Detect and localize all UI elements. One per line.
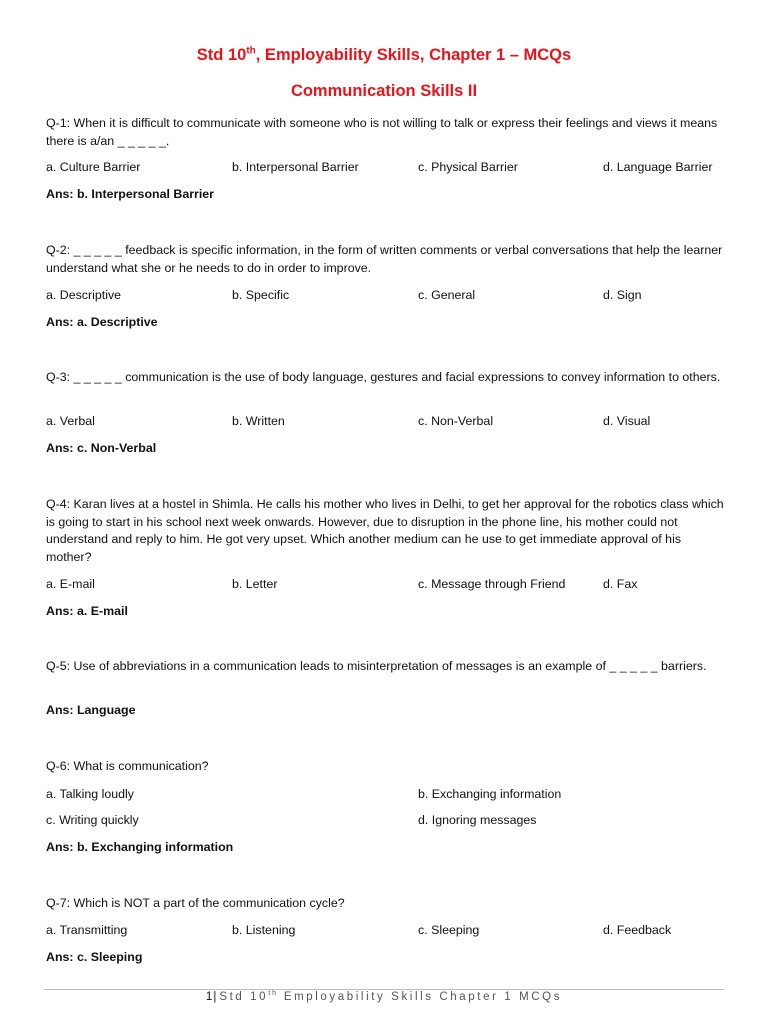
q1-option-a: a. Culture Barrier	[46, 160, 141, 174]
footer-text-superscript: th	[268, 990, 279, 998]
q1-answer: Ans: b. Interpersonal Barrier	[46, 187, 215, 201]
question-5: Q-5: Use of abbreviations in a communication leads to misinterpretation of messages is an example of _ _ _ _ _ barriers.	[46, 659, 707, 673]
q3-option-b: b. Written	[232, 414, 285, 428]
q2-option-d: d. Sign	[603, 288, 642, 302]
question-1: Q-1: When it is difficult to communicate with someone who is not willing to talk or express their feelings and views it means there is a/an _ _ _ _ _.	[46, 116, 718, 148]
q7-option-b: b. Listening	[232, 923, 296, 937]
title-prefix: Std 10	[196, 46, 247, 64]
q1-option-c: c. Physical Barrier	[418, 160, 518, 174]
page-subtitle: Communication Skills II	[290, 82, 478, 100]
q7-option-a: a. Transmitting	[46, 923, 128, 937]
q2-option-b: b. Specific	[232, 288, 290, 302]
q5-answer: Ans: Language	[46, 703, 136, 717]
q2-answer: Ans: a. Descriptive	[46, 315, 158, 329]
q2-option-a: a. Descriptive	[46, 288, 122, 302]
q4-answer: Ans: a. E-mail	[46, 604, 128, 618]
page-footer	[0, 991, 768, 1003]
q6-option-a: a. Talking loudly	[46, 787, 134, 801]
question-7: Q-7: Which is NOT a part of the communication cycle?	[46, 896, 345, 910]
question-3: Q-3: _ _ _ _ _ communication is the use of body language, gestures and facial expressions to convey information to others.	[46, 370, 721, 384]
q4-option-c: c. Message through Friend	[418, 577, 566, 591]
q6-answer: Ans: b. Exchanging information	[46, 840, 234, 854]
footer-separator: |	[213, 991, 217, 1003]
footer-divider	[44, 989, 724, 990]
q7-option-d: d. Feedback	[603, 923, 672, 937]
title-suffix: , Employability Skills, Chapter 1 – MCQs	[255, 46, 572, 64]
q3-option-a: a. Verbal	[46, 414, 95, 428]
q3-option-d: d. Visual	[603, 414, 651, 428]
q6-option-d: d. Ignoring messages	[418, 813, 537, 827]
footer-text-suffix: Employability Skills Chapter 1 MCQs	[278, 991, 563, 1003]
title-superscript: th	[246, 45, 256, 57]
q4-option-d: d. Fax	[603, 577, 638, 591]
q7-answer: Ans: c. Sleeping	[46, 950, 143, 964]
question-6: Q-6: What is communication?	[46, 759, 209, 773]
q4-option-a: a. E-mail	[46, 577, 95, 591]
q4-option-b: b. Letter	[232, 577, 278, 591]
page-number: 1	[205, 991, 213, 1003]
q1-option-d: d. Language Barrier	[603, 160, 713, 174]
q3-option-c: c. Non-Verbal	[418, 414, 494, 428]
q7-option-c: c. Sleeping	[418, 923, 480, 937]
q3-answer: Ans: c. Non-Verbal	[46, 441, 157, 455]
q6-option-b: b. Exchanging information	[418, 787, 562, 801]
question-4: Q-4: Karan lives at a hostel in Shimla. He calls his mother who lives in Delhi, to get her approval for the robotics class which is going to start in his school next week onwards. However, due to disruption in the phone line, his mother could not understand and reply to him. He got very upset. Which another medium can he use to get immediate approval of his mother?	[46, 497, 724, 564]
q1-option-b: b. Interpersonal Barrier	[232, 160, 359, 174]
q6-option-c: c. Writing quickly	[46, 813, 139, 827]
footer-text-prefix: Std 10	[219, 991, 269, 1003]
question-2: Q-2: _ _ _ _ _ feedback is specific information, in the form of written comments or verbal conversations that help the learner understand what she or he needs to do in order to improve.	[46, 243, 723, 275]
q2-option-c: c. General	[418, 288, 476, 302]
page-title	[0, 46, 768, 65]
